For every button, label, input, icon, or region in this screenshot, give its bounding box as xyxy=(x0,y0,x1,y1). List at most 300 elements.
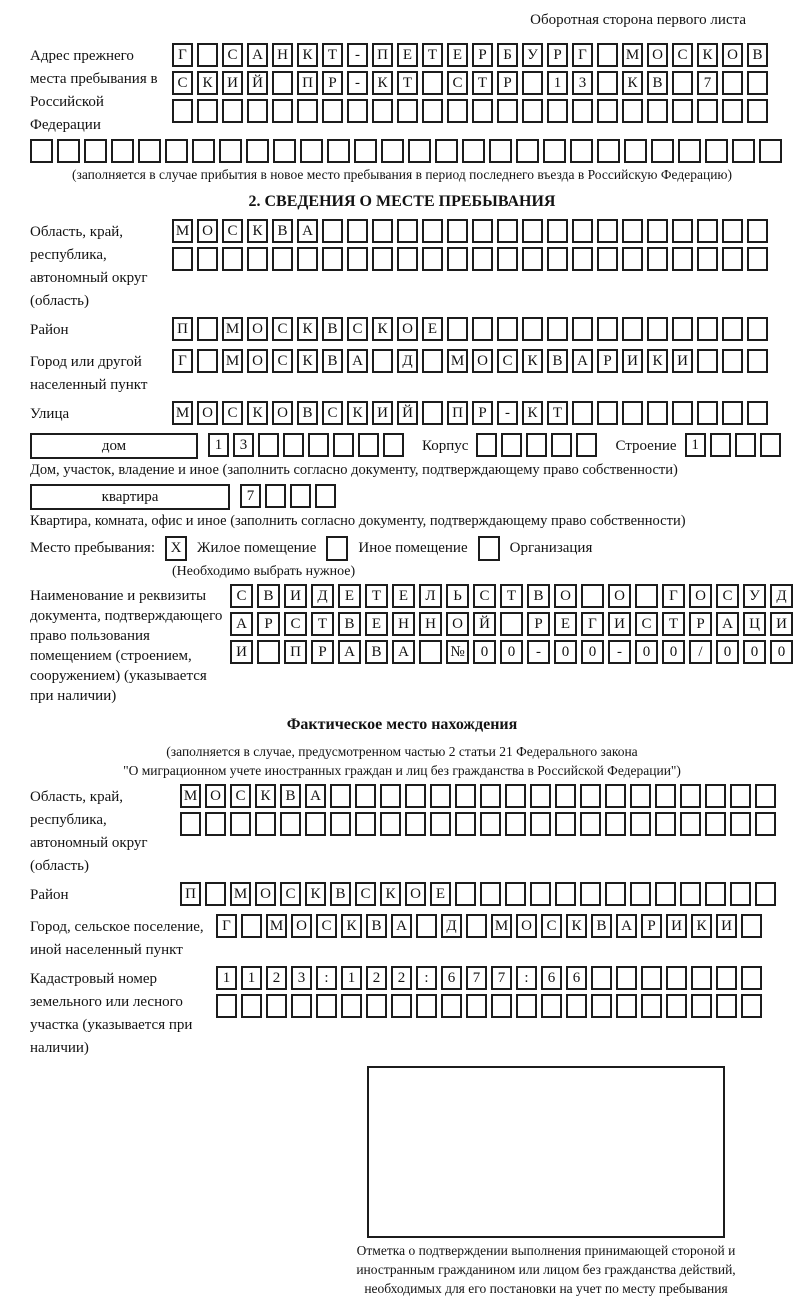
actual-district-label: Район xyxy=(30,887,69,903)
form-cell: П xyxy=(372,43,393,67)
form-cell xyxy=(381,139,404,163)
form-cell xyxy=(580,784,601,808)
form-cell xyxy=(472,219,493,243)
form-cell: Т xyxy=(500,584,523,608)
form-cell: - xyxy=(527,640,550,664)
form-cell xyxy=(551,433,572,457)
form-cell xyxy=(383,433,404,457)
form-cell: К xyxy=(247,219,268,243)
form-cell: А xyxy=(297,219,318,243)
form-cell xyxy=(697,219,718,243)
form-cell xyxy=(672,219,693,243)
stroenie-grid xyxy=(685,433,785,461)
form-cell xyxy=(447,317,468,341)
form-cell xyxy=(597,247,618,271)
form-cell xyxy=(597,317,618,341)
form-cell xyxy=(647,99,668,123)
form-cell: О xyxy=(197,401,218,425)
form-cell: № xyxy=(446,640,469,664)
option-other-premises-label: Иное помещение xyxy=(358,540,468,556)
form-cell: К xyxy=(255,784,276,808)
actual-location-note-line1: (заполняется в случае, предусмотренном частью 2 статьи 21 Федерального закона xyxy=(166,744,638,759)
form-cell xyxy=(447,219,468,243)
form-cell xyxy=(741,914,762,938)
form-cell: Р xyxy=(472,401,493,425)
form-cell xyxy=(372,247,393,271)
form-cell: И xyxy=(770,612,793,636)
actual-location-note-line2: "О миграционном учете иностранных граждан и лиц без гражданства в Российской Федерации") xyxy=(123,763,681,778)
form-cell xyxy=(572,99,593,123)
form-cell xyxy=(759,139,782,163)
form-cell: 1 xyxy=(216,966,237,990)
form-cell xyxy=(741,994,762,1018)
form-cell xyxy=(622,219,643,243)
form-cell xyxy=(647,317,668,341)
form-cell: В xyxy=(591,914,612,938)
form-cell: 0 xyxy=(662,640,685,664)
cell-row xyxy=(172,247,772,271)
form-cell: Т xyxy=(662,612,685,636)
form-cell xyxy=(605,882,626,906)
form-cell: И xyxy=(608,612,631,636)
form-cell xyxy=(197,247,218,271)
form-cell xyxy=(722,247,743,271)
form-cell xyxy=(497,219,518,243)
form-cell: К xyxy=(297,317,318,341)
form-cell: О xyxy=(446,612,469,636)
form-cell: Л xyxy=(419,584,442,608)
form-cell: Н xyxy=(392,612,415,636)
prev-address-grid xyxy=(172,43,772,127)
form-cell xyxy=(730,882,751,906)
form-cell: В xyxy=(257,584,280,608)
form-cell: К xyxy=(691,914,712,938)
form-cell xyxy=(522,99,543,123)
form-cell xyxy=(405,812,426,836)
house-number-grid xyxy=(208,433,408,461)
prev-address-block xyxy=(30,43,774,137)
cell-row xyxy=(180,812,780,836)
form-cell xyxy=(489,139,512,163)
form-cell xyxy=(330,784,351,808)
form-cell xyxy=(522,71,543,95)
form-cell: 0 xyxy=(716,640,739,664)
form-cell: А xyxy=(230,612,253,636)
form-cell xyxy=(616,966,637,990)
form-cell: В xyxy=(330,882,351,906)
form-cell: В xyxy=(280,784,301,808)
prev-address-note: (заполняется в случае прибытия в новое место пребывания в период последнего въезда в Российскую Федерацию) xyxy=(71,167,733,182)
form-cell xyxy=(722,349,743,373)
form-cell xyxy=(455,812,476,836)
form-cell: С xyxy=(280,882,301,906)
form-cell xyxy=(266,994,287,1018)
form-cell xyxy=(697,349,718,373)
form-cell: Р xyxy=(257,612,280,636)
checkbox-organization xyxy=(478,536,500,561)
form-cell xyxy=(422,219,443,243)
form-cell: М xyxy=(172,401,193,425)
form-cell: В xyxy=(366,914,387,938)
form-cell xyxy=(330,812,351,836)
form-cell xyxy=(730,784,751,808)
form-cell xyxy=(672,247,693,271)
form-cell: П xyxy=(180,882,201,906)
form-cell xyxy=(747,219,768,243)
form-cell: Г xyxy=(172,43,193,67)
form-cell: Н xyxy=(419,612,442,636)
form-cell: К xyxy=(380,882,401,906)
form-cell xyxy=(172,247,193,271)
form-cell xyxy=(570,139,593,163)
form-cell: 2 xyxy=(391,966,412,990)
cell-row xyxy=(208,433,408,457)
form-cell: П xyxy=(447,401,468,425)
form-cell: С xyxy=(672,43,693,67)
cell-row xyxy=(30,139,774,163)
form-cell xyxy=(541,994,562,1018)
form-cell xyxy=(57,139,80,163)
form-cell: Т xyxy=(547,401,568,425)
form-cell xyxy=(497,99,518,123)
actual-region-grid xyxy=(180,784,780,840)
region-label: Область, край, республика, автономный округ (область) xyxy=(30,224,148,309)
form-cell xyxy=(672,401,693,425)
form-cell: М xyxy=(266,914,287,938)
form-cell: М xyxy=(491,914,512,938)
form-cell xyxy=(672,317,693,341)
form-cell xyxy=(265,484,286,508)
form-cell: К xyxy=(247,401,268,425)
form-cell xyxy=(466,914,487,938)
form-cell xyxy=(405,784,426,808)
form-cell: М xyxy=(222,317,243,341)
form-cell xyxy=(430,784,451,808)
form-cell xyxy=(747,401,768,425)
form-cell xyxy=(522,247,543,271)
form-cell xyxy=(180,812,201,836)
stay-type-row xyxy=(30,536,774,561)
prev-address-overflow-grid xyxy=(30,139,774,163)
actual-district-block xyxy=(30,882,774,910)
form-cell xyxy=(222,247,243,271)
form-cell: Д xyxy=(397,349,418,373)
form-cell: М xyxy=(172,219,193,243)
form-cell: В xyxy=(647,71,668,95)
district-grid xyxy=(172,317,772,345)
document-grid xyxy=(230,584,797,668)
cell-row xyxy=(172,43,772,67)
form-cell: С xyxy=(541,914,562,938)
form-cell: 1 xyxy=(341,966,362,990)
form-cell xyxy=(543,139,566,163)
form-cell xyxy=(624,139,647,163)
cell-row xyxy=(230,612,797,636)
form-cell xyxy=(505,812,526,836)
form-cell: С xyxy=(347,317,368,341)
form-cell xyxy=(355,784,376,808)
form-cell xyxy=(597,401,618,425)
form-cell: К xyxy=(622,71,643,95)
form-cell xyxy=(333,433,354,457)
form-cell: К xyxy=(566,914,587,938)
stay-type-label: Место пребывания: xyxy=(30,540,155,556)
form-cell xyxy=(372,349,393,373)
form-cell xyxy=(422,71,443,95)
form-cell xyxy=(716,994,737,1018)
prev-address-label: Адрес прежнего места пребывания в Российской Федерации xyxy=(30,48,158,133)
form-cell: О xyxy=(255,882,276,906)
form-cell xyxy=(491,994,512,1018)
form-cell: Ц xyxy=(743,612,766,636)
page-side-note: Оборотная сторона первого листа xyxy=(530,12,746,28)
form-cell xyxy=(616,994,637,1018)
cell-row xyxy=(476,433,601,457)
form-cell: С xyxy=(230,584,253,608)
form-cell xyxy=(219,139,242,163)
form-cell xyxy=(530,812,551,836)
apartment-type-box: квартира xyxy=(30,484,230,510)
form-cell xyxy=(197,317,218,341)
form-cell: : xyxy=(416,966,437,990)
form-cell xyxy=(597,139,620,163)
form-cell xyxy=(30,139,53,163)
form-cell: А xyxy=(338,640,361,664)
confirmation-stamp-area xyxy=(330,1066,762,1298)
form-cell: В xyxy=(365,640,388,664)
form-cell xyxy=(530,784,551,808)
form-cell xyxy=(447,99,468,123)
actual-location-title: Фактическое место нахождения xyxy=(286,716,518,733)
form-cell xyxy=(597,219,618,243)
confirmation-stamp-caption: Отметка о подтверждении выполнения принимающей стороной и иностранным гражданином или лицом без гражданства действий, необходимых для его постановки на учет по месту пребывания xyxy=(356,1243,736,1296)
form-cell xyxy=(500,612,523,636)
form-cell xyxy=(372,99,393,123)
form-cell xyxy=(732,139,755,163)
form-cell xyxy=(722,219,743,243)
form-cell: Е xyxy=(365,612,388,636)
form-cell: 7 xyxy=(697,71,718,95)
form-cell xyxy=(566,994,587,1018)
form-cell: Т xyxy=(397,71,418,95)
actual-city-grid xyxy=(216,914,766,942)
form-cell xyxy=(497,317,518,341)
form-cell: Ь xyxy=(446,584,469,608)
form-cell: Р xyxy=(322,71,343,95)
stay-type-note: (Необходимо выбрать нужное) xyxy=(172,564,356,579)
stroenie-label: Строение xyxy=(615,438,677,454)
form-cell: С xyxy=(635,612,658,636)
form-cell xyxy=(480,812,501,836)
form-cell xyxy=(316,994,337,1018)
form-cell: И xyxy=(372,401,393,425)
cell-row xyxy=(216,914,766,938)
form-cell: В xyxy=(272,219,293,243)
form-cell xyxy=(380,812,401,836)
form-cell xyxy=(315,484,336,508)
form-cell xyxy=(258,433,279,457)
form-cell xyxy=(760,433,781,457)
form-cell xyxy=(547,317,568,341)
form-cell xyxy=(380,784,401,808)
form-cell xyxy=(697,99,718,123)
form-cell: И xyxy=(284,584,307,608)
form-cell xyxy=(705,139,728,163)
form-cell xyxy=(441,994,462,1018)
form-cell xyxy=(391,994,412,1018)
form-cell xyxy=(741,966,762,990)
form-cell: Г xyxy=(216,914,237,938)
form-cell xyxy=(354,139,377,163)
form-cell: А xyxy=(572,349,593,373)
form-cell xyxy=(722,317,743,341)
form-cell: О xyxy=(272,401,293,425)
form-cell xyxy=(283,433,304,457)
form-cell xyxy=(455,784,476,808)
cell-row xyxy=(172,99,772,123)
form-cell: К xyxy=(305,882,326,906)
form-cell xyxy=(416,914,437,938)
form-cell: Т xyxy=(322,43,343,67)
form-cell: У xyxy=(743,584,766,608)
form-cell xyxy=(630,812,651,836)
form-cell: - xyxy=(347,43,368,67)
form-cell: С xyxy=(322,401,343,425)
form-cell: 7 xyxy=(491,966,512,990)
form-cell xyxy=(322,219,343,243)
cadastral-label: Кадастровый номер земельного или лесного участка (указывается при наличии) xyxy=(30,971,193,1056)
form-cell: Д xyxy=(311,584,334,608)
form-cell xyxy=(322,247,343,271)
form-cell: Р xyxy=(311,640,334,664)
form-cell: 0 xyxy=(500,640,523,664)
actual-region-block xyxy=(30,784,774,878)
form-cell: Е xyxy=(338,584,361,608)
form-cell: О xyxy=(247,349,268,373)
form-cell xyxy=(355,812,376,836)
form-cell: Е xyxy=(447,43,468,67)
district-label: Район xyxy=(30,322,69,338)
form-cell xyxy=(222,99,243,123)
form-cell xyxy=(358,433,379,457)
form-cell: О xyxy=(647,43,668,67)
form-cell xyxy=(455,882,476,906)
form-cell: Д xyxy=(770,584,793,608)
form-cell xyxy=(576,433,597,457)
form-cell: С xyxy=(497,349,518,373)
form-cell xyxy=(680,882,701,906)
form-cell: П xyxy=(297,71,318,95)
region-grid xyxy=(172,219,772,275)
form-cell xyxy=(680,812,701,836)
form-cell xyxy=(408,139,431,163)
form-cell: М xyxy=(222,349,243,373)
form-cell: 7 xyxy=(240,484,261,508)
option-organization-label: Организация xyxy=(509,540,593,556)
form-cell xyxy=(435,139,458,163)
cell-row xyxy=(240,484,340,508)
form-cell: А xyxy=(716,612,739,636)
form-cell xyxy=(422,349,443,373)
form-cell: О xyxy=(397,317,418,341)
form-cell: Й xyxy=(473,612,496,636)
form-cell xyxy=(622,317,643,341)
form-cell xyxy=(422,247,443,271)
form-cell: С xyxy=(447,71,468,95)
form-cell xyxy=(547,247,568,271)
form-cell xyxy=(280,812,301,836)
form-cell xyxy=(347,219,368,243)
form-cell: В xyxy=(338,612,361,636)
form-cell: К xyxy=(347,401,368,425)
checkbox-residential: X xyxy=(165,536,187,561)
form-cell: В xyxy=(547,349,568,373)
cell-row xyxy=(172,71,772,95)
form-cell xyxy=(635,584,658,608)
form-cell xyxy=(419,640,442,664)
form-cell xyxy=(555,812,576,836)
form-cell xyxy=(710,433,731,457)
cell-row xyxy=(685,433,785,457)
form-cell xyxy=(647,401,668,425)
form-cell: Т xyxy=(422,43,443,67)
form-cell xyxy=(308,433,329,457)
form-cell: В xyxy=(322,349,343,373)
form-cell xyxy=(530,882,551,906)
form-cell: Е xyxy=(397,43,418,67)
street-block xyxy=(30,401,774,429)
form-cell xyxy=(622,99,643,123)
form-cell: Й xyxy=(247,71,268,95)
form-cell: 6 xyxy=(441,966,462,990)
form-cell: 3 xyxy=(291,966,312,990)
form-cell xyxy=(547,219,568,243)
form-cell: Е xyxy=(392,584,415,608)
form-cell: Р xyxy=(527,612,550,636)
form-cell xyxy=(430,812,451,836)
cell-row xyxy=(230,584,797,608)
form-cell: С xyxy=(316,914,337,938)
form-cell: 6 xyxy=(541,966,562,990)
form-cell xyxy=(697,401,718,425)
form-cell: А xyxy=(616,914,637,938)
form-cell: 2 xyxy=(366,966,387,990)
form-cell xyxy=(572,247,593,271)
form-cell xyxy=(747,349,768,373)
form-cell xyxy=(347,247,368,271)
korpus-grid xyxy=(476,433,601,461)
form-cell: Г xyxy=(581,612,604,636)
actual-district-grid xyxy=(180,882,780,910)
district-block xyxy=(30,317,774,345)
form-cell: В xyxy=(527,584,550,608)
cadastral-grid xyxy=(216,966,766,1022)
form-cell xyxy=(341,994,362,1018)
form-cell: О xyxy=(205,784,226,808)
form-cell xyxy=(722,401,743,425)
form-cell xyxy=(605,812,626,836)
form-cell xyxy=(397,219,418,243)
form-cell: 0 xyxy=(635,640,658,664)
form-cell xyxy=(755,784,776,808)
form-cell xyxy=(580,882,601,906)
form-cell xyxy=(622,247,643,271)
cell-row xyxy=(172,401,772,425)
form-cell xyxy=(647,219,668,243)
form-cell xyxy=(647,247,668,271)
form-cell xyxy=(705,784,726,808)
form-cell: О xyxy=(197,219,218,243)
